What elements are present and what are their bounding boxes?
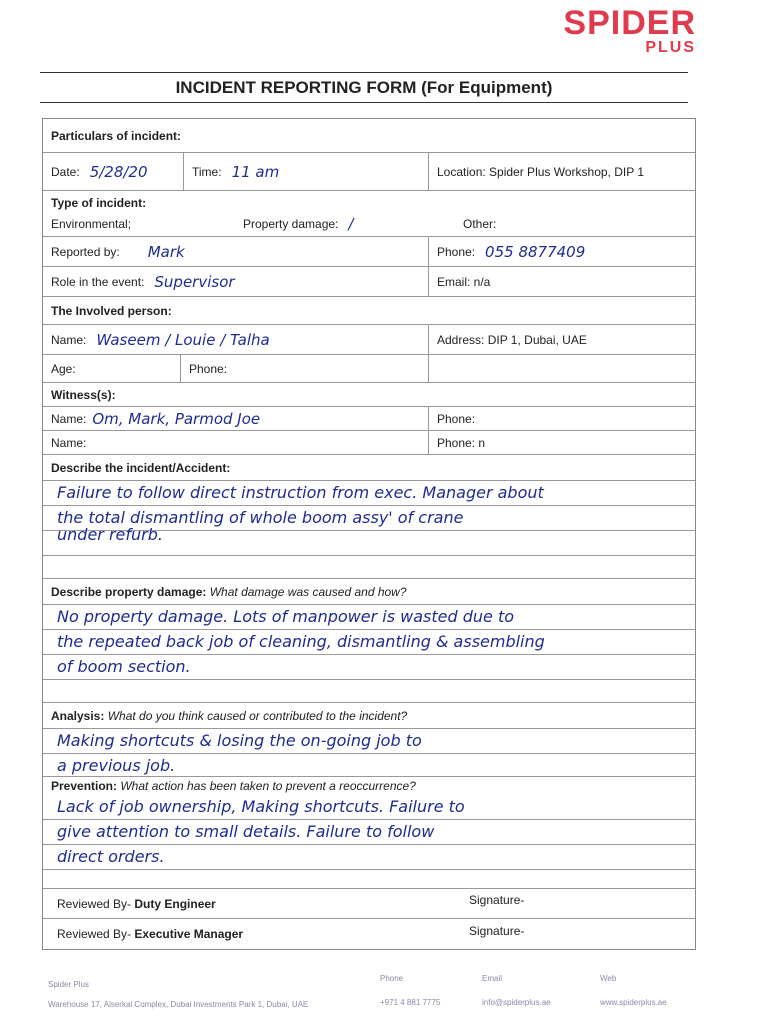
signature-1[interactable]: Signature-: [469, 892, 525, 907]
reviewer-2[interactable]: [49, 919, 251, 949]
damage-text-area[interactable]: [43, 605, 695, 704]
particulars-header-row: [43, 119, 695, 153]
prevention-text-2: give attention to small details. Failure to follow: [57, 822, 435, 841]
damage-text-3: of boom section.: [57, 657, 191, 676]
damage-text-1: No property damage. Lots of manpower is wasted due to: [57, 607, 515, 626]
witness-name-value-1: Om, Mark, Parmod Joe: [92, 409, 261, 428]
damage-text-2: the repeated back job of cleaning, dismantling & assembling: [57, 632, 545, 651]
prevention-text-3: direct orders.: [57, 847, 165, 866]
witness-phone-cell-2[interactable]: Phone: n: [428, 431, 695, 454]
analysis-label: [43, 703, 695, 729]
incident-section: [43, 455, 695, 579]
prevention-label-italic: What action has been taken to prevent a reoccurrence?: [120, 779, 416, 793]
witness-name-row-1: [43, 407, 695, 431]
damage-label: [43, 579, 695, 605]
prevention-text-area[interactable]: [43, 795, 695, 888]
prevention-line: [43, 845, 695, 870]
type-of-incident-row: [43, 191, 695, 237]
prevention-line: [43, 870, 695, 888]
footer-web-label: Web: [600, 974, 617, 983]
date-label: Date:: [51, 164, 80, 179]
spider-plus-logo: [563, 6, 696, 56]
age-cell[interactable]: Age:: [51, 361, 76, 376]
property-damage-label: Property damage:: [243, 217, 339, 231]
reviewer-1-role: Duty Engineer: [134, 896, 216, 911]
location-cell[interactable]: Location: Spider Plus Workshop, DIP 1: [428, 153, 695, 190]
role-label: Role in the event:: [51, 274, 145, 289]
date-time-location-row: [43, 153, 695, 191]
type-header: Type of incident:: [51, 196, 147, 210]
reported-by-cell[interactable]: [43, 237, 428, 266]
involved-name-row: [43, 325, 695, 355]
prevention-label: [43, 777, 695, 795]
incident-line: [43, 556, 695, 580]
analysis-label-bold: Analysis:: [51, 708, 105, 723]
logo-main-text: SPIDER: [563, 4, 696, 42]
logo-sub-text: PLUS: [645, 39, 696, 56]
analysis-line: [43, 729, 695, 754]
analysis-label-italic: What do you think caused or contributed to the incident?: [107, 708, 408, 723]
witness-name-cell-1[interactable]: [43, 407, 428, 430]
incident-label: Describe the incident/Accident:: [43, 455, 695, 481]
review-row-1: [43, 889, 695, 919]
footer-address: Warehouse 17, Alserkal Complex, Dubai Investments Park 1, Dubai, UAE: [48, 1000, 309, 1009]
involved-name-cell[interactable]: [43, 325, 428, 354]
footer-company: Spider Plus: [48, 980, 89, 989]
reported-by-label: Reported by:: [51, 244, 120, 259]
time-value: 11 am: [231, 162, 280, 181]
witness-header: Witness(s):: [51, 387, 116, 402]
reported-by-value: Mark: [147, 242, 185, 261]
involved-name-label: Name:: [51, 332, 87, 347]
reviewer-1-prefix: Reviewed By-: [57, 896, 132, 911]
witness-phone-cell-1[interactable]: Phone:: [428, 407, 695, 430]
involved-phone-cell[interactable]: Phone:: [180, 355, 428, 382]
reporter-phone-value: 055 8877409: [485, 242, 586, 261]
signature-2[interactable]: Signature-: [469, 924, 525, 938]
review-row-2: [43, 919, 695, 949]
prevention-line: [43, 795, 695, 820]
damage-line: [43, 630, 695, 655]
role-cell[interactable]: [43, 267, 428, 296]
reviewer-2-role: Executive Manager: [134, 927, 244, 941]
footer-email[interactable]: info@spiderplus.ae: [482, 998, 551, 1007]
incident-text-3: under refurb.: [57, 525, 163, 544]
incident-line: [43, 481, 695, 506]
witness-name-row-2: [43, 431, 695, 455]
reviewer-1[interactable]: [49, 889, 224, 918]
reported-by-row: [43, 237, 695, 267]
witness-header-row: [43, 383, 695, 407]
particulars-header: Particulars of incident:: [51, 128, 182, 143]
involved-name-value: Waseem / Louie / Talha: [96, 330, 270, 349]
incident-text-2: the total dismantling of whole boom assy' of crane: [57, 508, 464, 527]
involved-header-row: [43, 297, 695, 325]
environmental-option[interactable]: Environmental;: [51, 217, 132, 231]
role-value: Supervisor: [154, 272, 235, 291]
analysis-text-area[interactable]: [43, 729, 695, 778]
top-divider: [40, 72, 688, 73]
damage-line: [43, 680, 695, 704]
analysis-text-2: a previous job.: [57, 756, 176, 775]
witness-name-cell-2[interactable]: Name:: [51, 435, 87, 450]
prevention-section: [43, 777, 695, 889]
title-divider: [40, 102, 688, 103]
address-cell[interactable]: Address: DIP 1, Dubai, UAE: [428, 325, 695, 354]
date-value: 5/28/20: [89, 162, 148, 181]
form-title: INCIDENT REPORTING FORM (For Equipment): [175, 78, 553, 97]
property-damage-mark: /: [348, 215, 354, 233]
age-phone-row: [43, 355, 695, 383]
footer-email-label: Email: [482, 974, 503, 983]
other-option[interactable]: Other:: [463, 217, 497, 231]
time-label: Time:: [192, 164, 222, 179]
reporter-phone-label: Phone:: [437, 244, 476, 259]
date-cell[interactable]: [43, 153, 183, 190]
analysis-line: [43, 754, 695, 778]
incident-form: [42, 118, 696, 950]
property-damage-option[interactable]: [235, 213, 361, 235]
damage-label-italic: What damage was caused and how?: [209, 584, 407, 599]
incident-text-area[interactable]: [43, 481, 695, 580]
blank-cell: [428, 355, 695, 382]
analysis-text-1: Making shortcuts & losing the on-going job to: [57, 731, 422, 750]
reviewer-2-prefix: Reviewed By-: [57, 927, 132, 941]
email-cell[interactable]: Email: n/a: [428, 267, 695, 296]
role-row: [43, 267, 695, 297]
incident-line: [43, 525, 695, 556]
prevention-line: [43, 820, 695, 845]
damage-label-bold: Describe property damage:: [51, 584, 207, 599]
involved-header: The Involved person:: [51, 303, 172, 318]
analysis-section: [43, 703, 695, 777]
damage-line: [43, 605, 695, 630]
footer-phone: +971 4 881 7775: [380, 998, 441, 1007]
time-cell[interactable]: [183, 153, 428, 190]
reporter-phone-cell[interactable]: [428, 237, 695, 266]
incident-text-1: Failure to follow direct instruction from exec. Manager about: [57, 483, 544, 502]
damage-line: [43, 655, 695, 680]
prevention-label-bold: Prevention:: [51, 779, 118, 793]
footer-web[interactable]: www.spiderplus.ae: [600, 998, 667, 1007]
damage-section: [43, 579, 695, 703]
footer-phone-label: Phone: [380, 974, 404, 983]
witness-name-label-1: Name:: [51, 411, 87, 426]
prevention-text-1: Lack of job ownership, Making shortcuts. Failure to: [57, 797, 465, 816]
